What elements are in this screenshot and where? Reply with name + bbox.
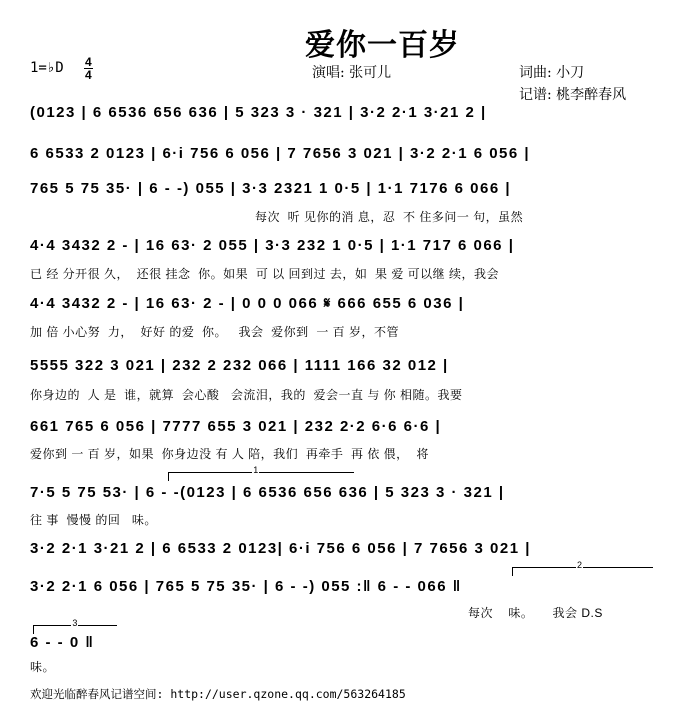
footer-credit: 欢迎光临醉春风记谱空间: http://user.qzone.qq.com/563264185	[30, 687, 406, 701]
score-row-8: 7·5 5 75 53· | 6 - -(0123 | 6 6536 656 636 | 5 323 3 · 321 |	[30, 484, 505, 501]
key-signature: 1=♭D	[30, 60, 64, 76]
lyric-row-3: 每次 听 见你的消 息，忍 不 住多问一 句，虽然	[255, 210, 524, 224]
lyric-row-8: 往 事 慢慢 的回 味。	[30, 513, 157, 527]
lyric-row-6: 你身边的 人 是 谁，就算 会心酸 会流泪，我的 爱会一直 与 你 相随。我要	[30, 388, 463, 402]
volta-bracket-1: 1	[168, 472, 354, 481]
singer-credit: 演唱: 张可儿	[312, 65, 392, 81]
song-title: 爱你一百岁	[305, 28, 460, 63]
volta-bracket-2: 2	[512, 567, 653, 576]
score-row-10: 3·2 2·1 6 056 | 765 5 75 35· | 6 - -) 055 :‖ 6 - - 066 ‖	[30, 578, 462, 595]
lyric-row-11: 味。	[30, 660, 56, 674]
score-row-9: 3·2 2·1 3·21 2 | 6 6533 2 0123| 6·i 756 6 056 | 7 7656 3 021 |	[30, 540, 531, 557]
lyric-row-7: 爱你到 一 百 岁，如果 你身边没 有 人 陪，我们 再牵手 再 依 偎， 将	[30, 447, 429, 461]
composer-credit: 词曲: 小刀	[519, 65, 585, 81]
score-row-6: 5555 322 3 021 | 232 2 232 066 | 1111 166 32 012 |	[30, 357, 449, 374]
score-row-3: 765 5 75 35· | 6 - -) 055 | 3·3 2321 1 0·5 | 1·1 7176 6 066 |	[30, 180, 512, 197]
score-row-7: 661 765 6 056 | 7777 655 3 021 | 232 2·2 6·6 6·6 |	[30, 418, 442, 435]
score-row-11: 6 - - 0 ‖	[30, 634, 95, 651]
score-row-1: (0123 | 6 6536 656 636 | 5 323 3 · 321 | 3·2 2·1 3·21 2 |	[30, 104, 487, 121]
time-signature: 4 4	[85, 55, 92, 82]
volta-bracket-3: 3	[33, 625, 117, 634]
transcriber-credit: 记谱: 桃李醉春风	[519, 87, 627, 103]
score-row-5: 4·4 3432 2 - | 16 63· 2 - | 0 0 0 066 𝄋 666 655 6 036 |	[30, 295, 465, 312]
score-row-2: 6 6533 2 0123 | 6·i 756 6 056 | 7 7656 3 021 | 3·2 2·1 6 056 |	[30, 145, 531, 162]
lyric-row-4: 已 经 分开很 久， 还很 挂念 你。如果 可 以 回到过 去，如 果 爱 可以继 续，我会	[30, 267, 500, 281]
lyric-row-10: 每次 味。 我会 D.S	[468, 606, 603, 620]
lyric-row-5: 加 倍 小心努 力， 好好 的爱 你。 我会 爱你到 一 百 岁，不管	[30, 325, 400, 339]
score-row-4: 4·4 3432 2 - | 16 63· 2 055 | 3·3 232 1 0·5 | 1·1 717 6 066 |	[30, 237, 515, 254]
